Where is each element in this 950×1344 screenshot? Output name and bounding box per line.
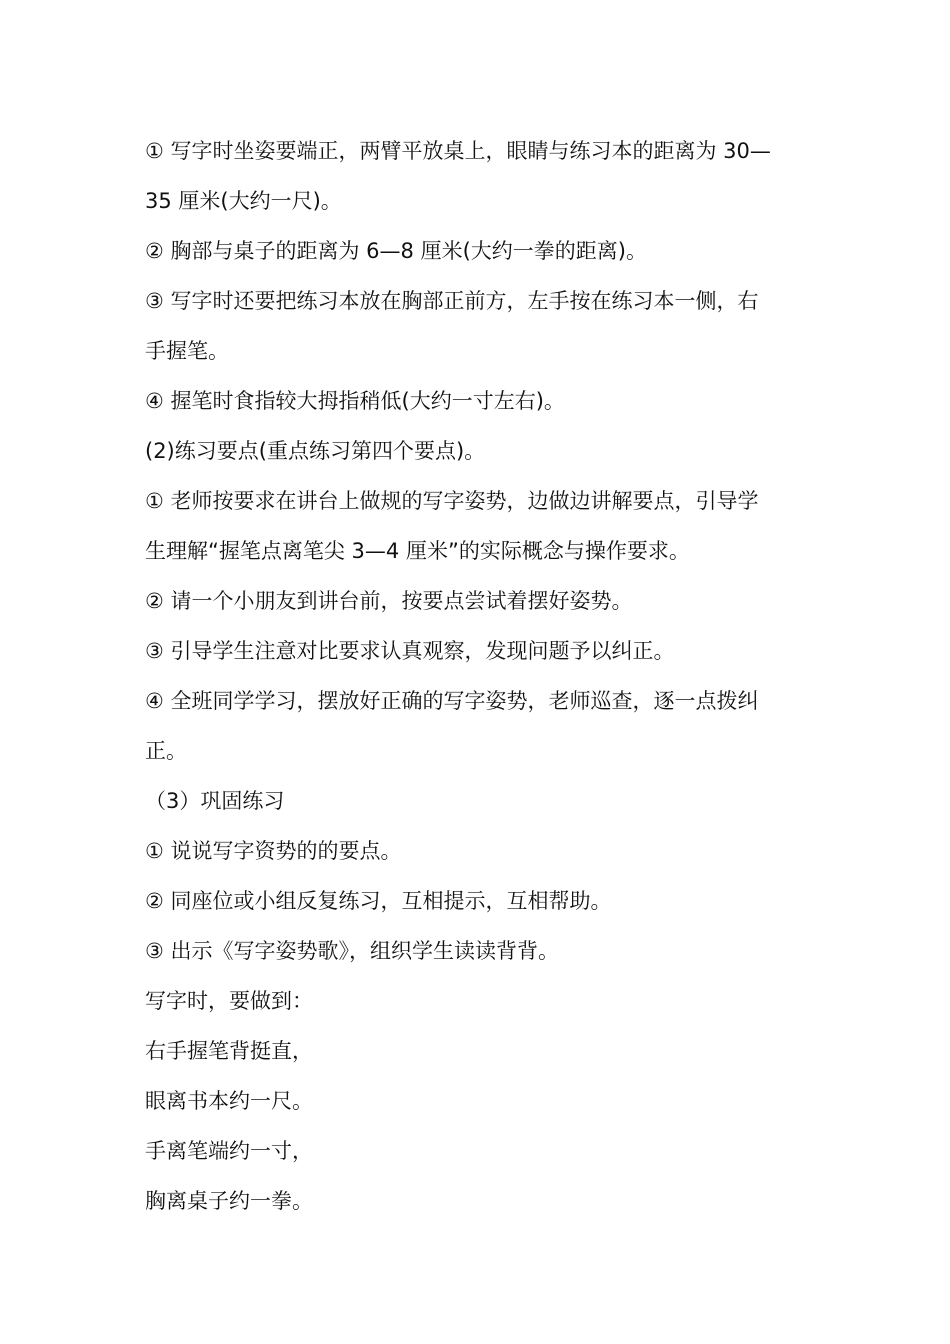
text-line: ③ 出示《写字姿势歌》，组织学生读读背背。: [145, 939, 559, 963]
text-line: 手握笔。: [145, 339, 229, 363]
text-line: ① 写字时坐姿要端正，两臂平放桌上，眼睛与练习本的距离为 30—: [145, 139, 771, 163]
text-line: 写字时，要做到：: [145, 989, 313, 1013]
poem-line: 手离笔端约一寸，: [145, 1139, 313, 1163]
text-line: ② 同座位或小组反复练习，互相提示，互相帮助。: [145, 889, 612, 913]
text-line: ④ 全班同学学习，摆放好正确的写字姿势，老师巡查，逐一点拨纠: [145, 689, 759, 713]
text-line: ② 请一个小朋友到讲台前，按要点尝试着摆好姿势。: [145, 589, 633, 613]
section-heading: （3）巩固练习: [145, 789, 285, 813]
text-line: ③ 引导学生注意对比要求认真观察，发现问题予以纠正。: [145, 639, 675, 663]
text-line: ② 胸部与桌子的距离为 6—8 厘米(大约一拳的距离)。: [145, 239, 647, 263]
poem-line: 胸离桌子约一拳。: [145, 1189, 313, 1213]
text-line: ③ 写字时还要把练习本放在胸部正前方，左手按在练习本一侧，右: [145, 289, 759, 313]
text-line: ① 老师按要求在讲台上做规的写字姿势，边做边讲解要点，引导学: [145, 489, 759, 513]
text-line: ① 说说写字资势的的要点。: [145, 839, 402, 863]
poem-line: 眼离书本约一尺。: [145, 1089, 313, 1113]
text-line: 35 厘米(大约一尺)。: [145, 189, 342, 213]
text-line: ④ 握笔时食指较大拇指稍低(大约一寸左右)。: [145, 389, 565, 413]
document-body: [145, 126, 810, 1226]
text-line: 生理解“握笔点离笔尖 3—4 厘米”的实际概念与操作要求。: [145, 539, 690, 563]
poem-line: 右手握笔背挺直，: [145, 1039, 313, 1063]
section-heading: (2)练习要点(重点练习第四个要点)。: [145, 439, 486, 463]
text-line: 正。: [145, 739, 187, 763]
